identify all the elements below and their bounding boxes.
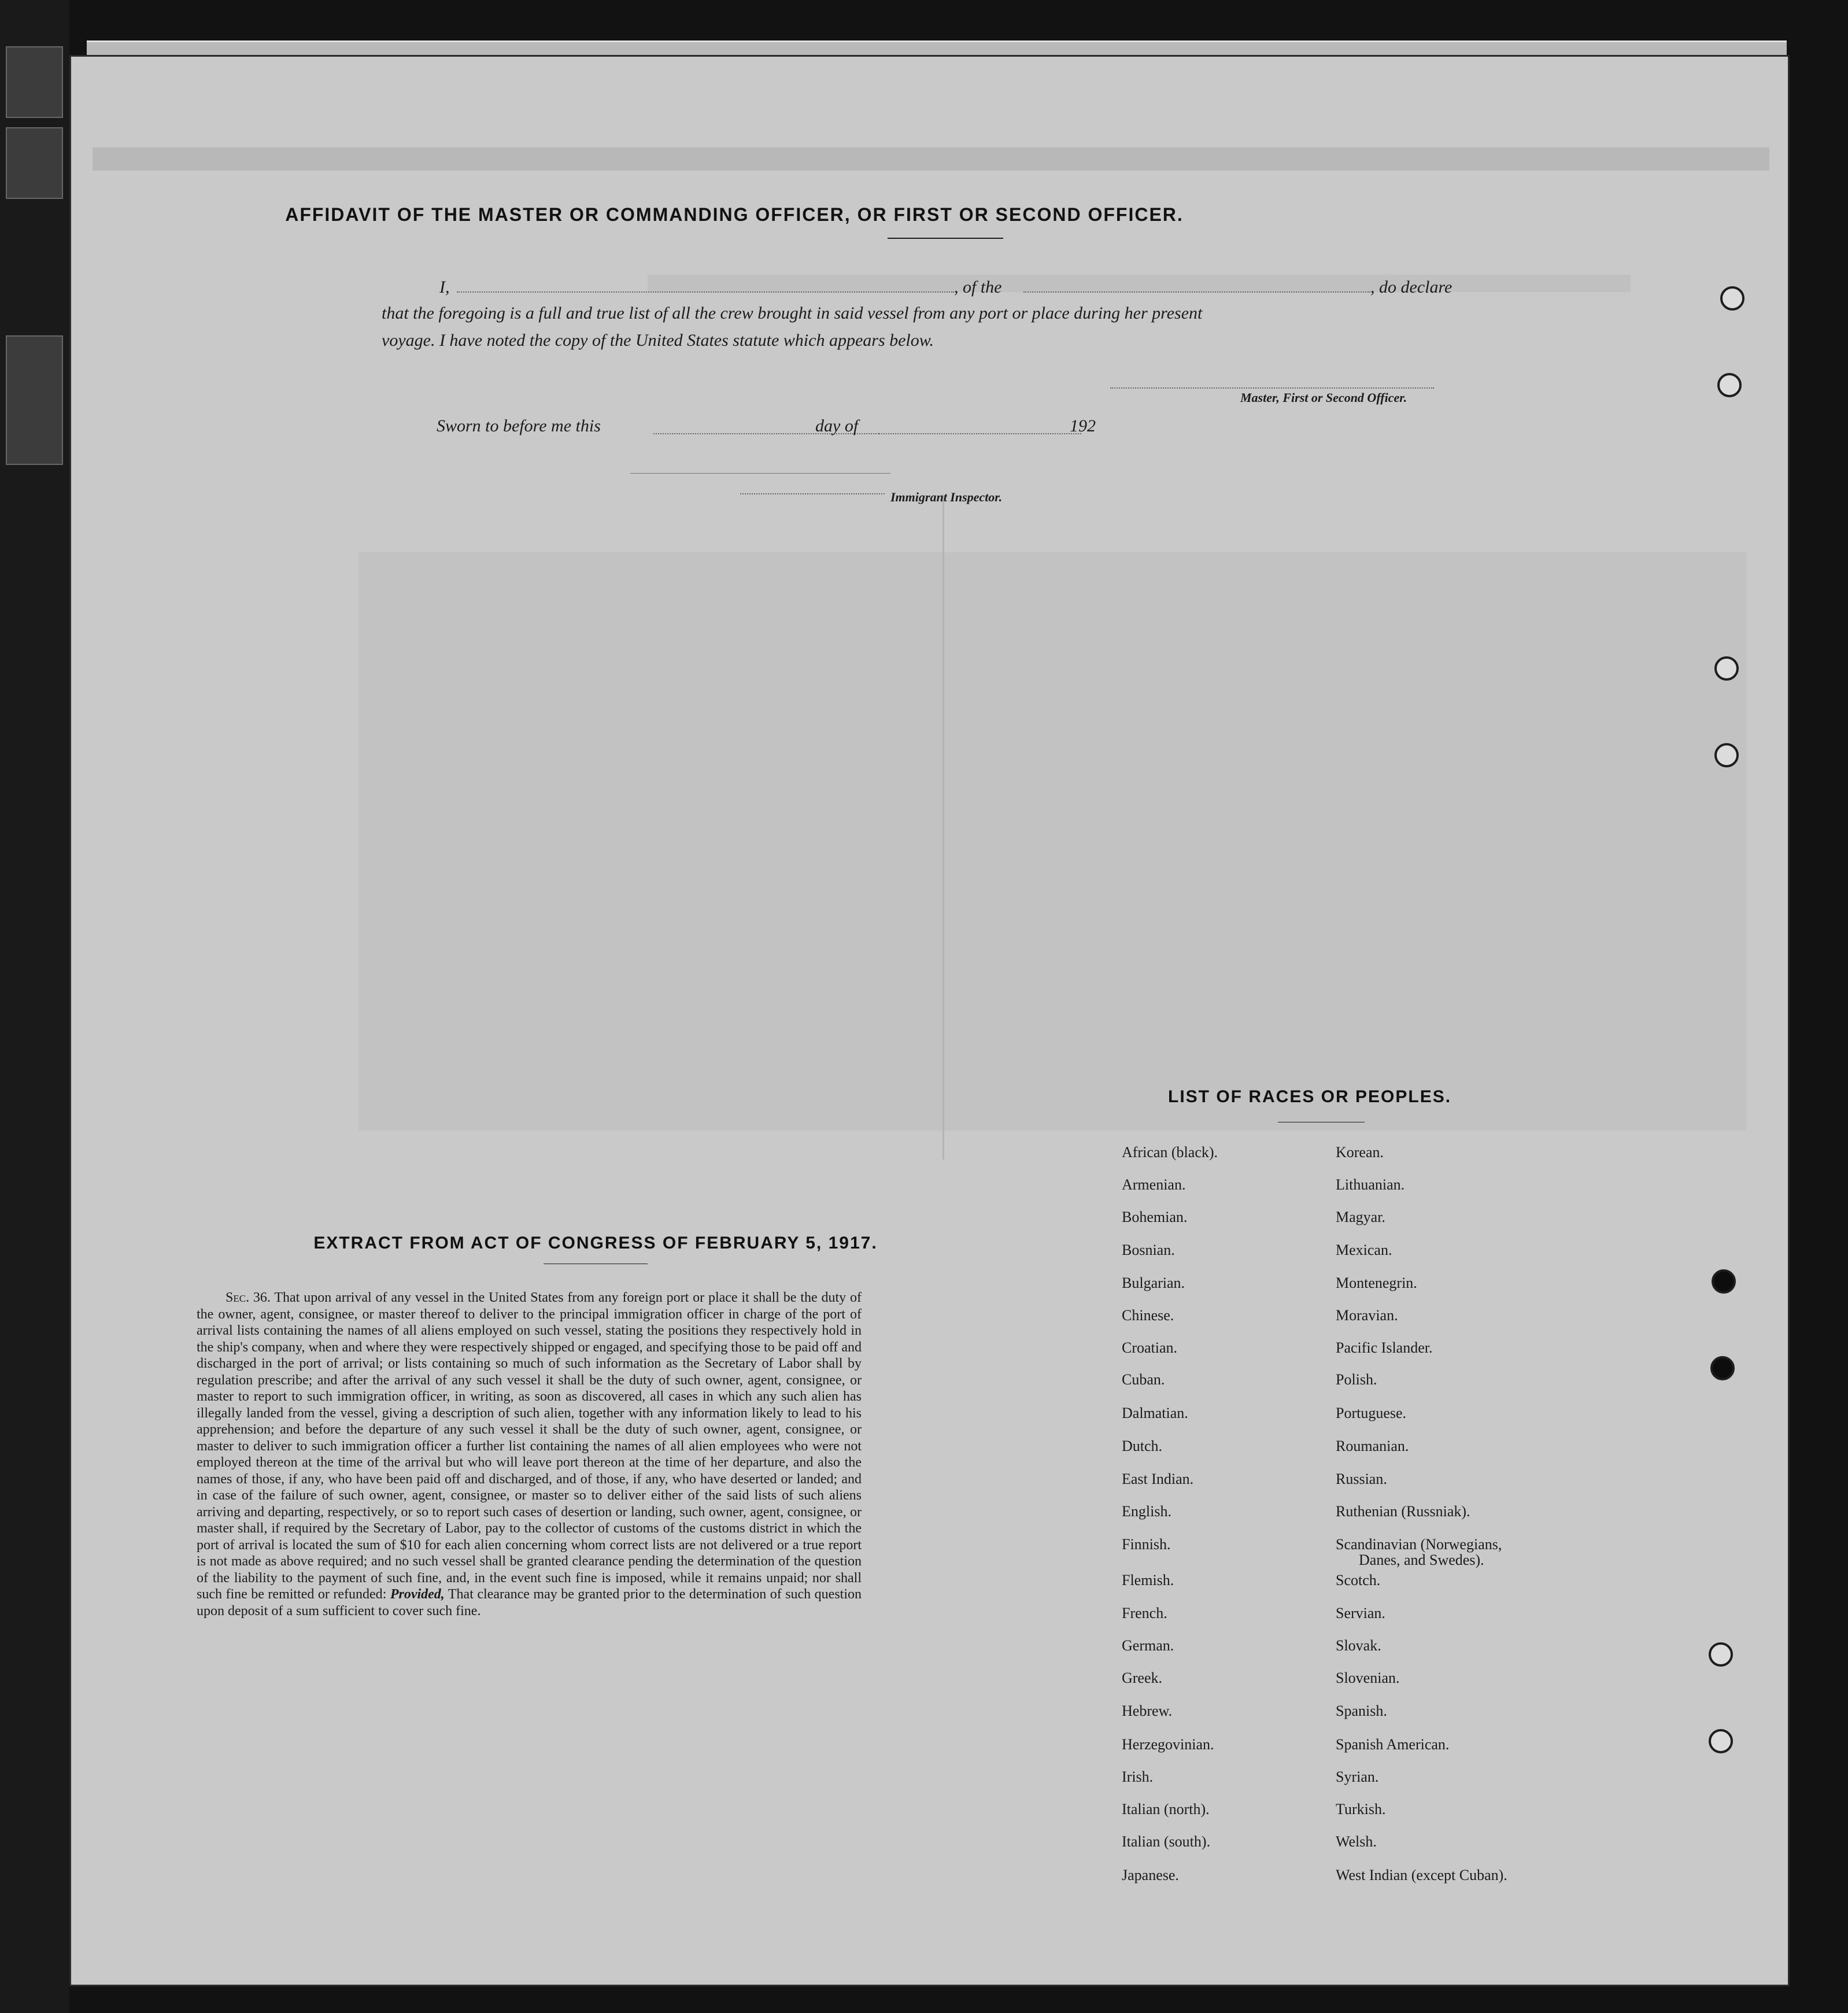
race-item: Spanish. <box>1336 1702 1387 1719</box>
race-item: Russian. <box>1336 1471 1387 1487</box>
race-item: Italian (south). <box>1122 1833 1211 1850</box>
race-item: Irish. <box>1122 1768 1154 1785</box>
race-item: Flemish. <box>1122 1572 1174 1589</box>
inspector-signature-line <box>630 473 890 474</box>
race-item: Montenegrin. <box>1336 1275 1417 1291</box>
race-item: Syrian. <box>1336 1768 1379 1785</box>
bleed-through-header <box>93 147 1769 171</box>
race-item: Servian. <box>1336 1605 1385 1622</box>
sworn-label: Sworn to before me this <box>437 416 601 435</box>
punch-hole <box>1720 286 1744 311</box>
master-signature-field[interactable] <box>1110 382 1434 389</box>
race-item: East Indian. <box>1122 1471 1194 1487</box>
race-item: Portuguese. <box>1336 1405 1407 1421</box>
affidavit-body-line1: that the foregoing is a full and true list of all the crew brought in said vessel from any port or place during her present <box>382 304 1203 323</box>
race-item: Dutch. <box>1122 1438 1163 1454</box>
race-item: Cuban. <box>1122 1371 1165 1388</box>
affidavit-declare-label: , do declare <box>1370 278 1452 297</box>
binding-tab <box>6 46 63 118</box>
binding-tab <box>6 335 63 465</box>
race-item: Welsh. <box>1336 1833 1377 1850</box>
race-item: Greek. <box>1122 1670 1163 1686</box>
sworn-month-field[interactable] <box>879 425 1081 434</box>
race-item: Chinese. <box>1122 1307 1174 1324</box>
race-item: Mexican. <box>1336 1242 1392 1258</box>
race-item: Turkish. <box>1336 1801 1386 1818</box>
punch-hole <box>1714 656 1739 681</box>
inspector-caption: Immigrant Inspector. <box>890 490 1003 504</box>
binding-tab <box>6 127 63 199</box>
affidavit-i-label: I, <box>439 278 450 297</box>
races-title: LIST OF RACES OR PEOPLES. <box>1168 1087 1452 1106</box>
race-item: Lithuanian. <box>1336 1176 1405 1193</box>
race-item: Croatian. <box>1122 1339 1178 1356</box>
race-item: English. <box>1122 1503 1171 1520</box>
race-item: Scotch. <box>1336 1572 1381 1589</box>
race-item: Ruthenian (Russniak). <box>1336 1503 1470 1520</box>
race-item: French. <box>1122 1605 1167 1622</box>
race-item: African (black). <box>1122 1144 1218 1161</box>
vessel-name-field[interactable] <box>1023 283 1370 293</box>
extract-section-label: Sec. 36. <box>226 1290 271 1305</box>
race-item: West Indian (except Cuban). <box>1336 1867 1507 1883</box>
race-item: Polish. <box>1336 1371 1377 1388</box>
punch-hole <box>1709 1642 1733 1667</box>
master-signature-caption: Master, First or Second Officer. <box>1240 390 1407 405</box>
race-item: Slovak. <box>1336 1637 1381 1654</box>
race-item: Herzegovinian. <box>1122 1736 1214 1753</box>
year-prefix: 192 <box>1070 416 1096 435</box>
race-item: Scandinavian (Norwegians, <box>1336 1536 1502 1553</box>
punch-hole <box>1717 373 1742 397</box>
race-item: Pacific Islander. <box>1336 1339 1433 1356</box>
day-of-label: day of <box>815 416 859 435</box>
inspector-signature-field[interactable] <box>740 489 885 494</box>
extract-provided-label: Provided, <box>390 1587 445 1602</box>
manifest-page <box>69 55 1790 1986</box>
race-item: German. <box>1122 1637 1174 1654</box>
affidavit-of-the-label: , of the <box>954 278 1002 297</box>
race-item: Slovenian. <box>1336 1670 1400 1686</box>
extract-text <box>197 1290 862 1619</box>
race-item: Magyar. <box>1336 1209 1385 1225</box>
race-item: Hebrew. <box>1122 1702 1173 1719</box>
title-underline <box>888 238 1003 239</box>
punch-hole <box>1714 743 1739 767</box>
race-item: Dalmatian. <box>1122 1405 1188 1421</box>
master-name-field[interactable] <box>457 283 954 293</box>
bleed-through-column-rule <box>943 494 944 1159</box>
bleed-through-records <box>358 552 1746 1131</box>
race-item: Armenian. <box>1122 1176 1186 1193</box>
race-item: Spanish American. <box>1336 1736 1450 1753</box>
race-item: Japanese. <box>1122 1867 1179 1883</box>
race-item: Korean. <box>1336 1144 1384 1161</box>
race-item: Bosnian. <box>1122 1242 1175 1258</box>
punch-hole <box>1710 1356 1735 1380</box>
binding-strip <box>0 0 69 2013</box>
affidavit-title: AFFIDAVIT OF THE MASTER OR COMMANDING OFFICER, OR FIRST OR SECOND OFFICER. <box>285 204 1184 225</box>
extract-title: EXTRACT FROM ACT OF CONGRESS OF FEBRUARY 5, 1917. <box>313 1233 878 1253</box>
race-item: Finnish. <box>1122 1536 1171 1553</box>
race-item: Bohemian. <box>1122 1209 1188 1225</box>
extract-text-part1: That upon arrival of any vessel in the United States from any foreign port or place it shall be the duty of the owner, agent, consignee, or master thereof to deliver to the principal immigration officer in charge of the port of arrival lists containing the names of all aliens employed on such vessel, stating the positions they respectively hold in the ship's company, when and where they were respectively shipped or engaged, and specifying those to be paid off and discharged in the port of arrival; or lists containing so much of such information as the Secretary of Labor shall by regulation prescribe; and after the arrival of any such vessel it shall be the duty of such owner, agent, consignee, or master to report to such immigration officer, in writing, as soon as discovered, all cases in which any such alien has illegally landed from the vessel, giving a description of such alien, together with any information likely to lead to his apprehension; and before the departure of any such vessel it shall be the duty of such owner, agent, consignee, or master to deliver to such immigration officer a further list containing the names of all alien employees who were not employed thereon at the time of the arrival but who will leave port thereon at the time of her departure, and also the names of those, if any, who have been paid off and discharged, and of those, if any, who have deserted or landed; and in case of the failure of such owner, agent, consignee, or master so to deliver either of the said lists of such aliens arriving and departing, respectively, or so to report such cases of desertion or landing, such owner, agent, consignee, or master shall, if required by the Secretary of Labor, pay to the collector of customs of the customs district in which the port of arrival is located the sum of $10 for each alien concerning whom correct lists are not delivered or a true report is not made as above required; and no such vessel shall be granted clearance pending the determination of the question of the liability to the payment of such fine, and, in the event such fine is imposed, while it remains unpaid; nor shall such fine be remitted or refunded: <box>197 1290 862 1602</box>
race-item: Moravian. <box>1336 1307 1398 1324</box>
race-item: Italian (north). <box>1122 1801 1210 1818</box>
extract-text-part2: That clearance may be granted prior to the determination of such question upon deposit of a sum sufficient to cover such fine. <box>197 1587 862 1619</box>
race-item: Bulgarian. <box>1122 1275 1185 1291</box>
punch-hole <box>1709 1729 1733 1753</box>
race-item: Danes, and Swedes). <box>1359 1552 1484 1568</box>
race-item: Roumanian. <box>1336 1438 1409 1454</box>
punch-hole <box>1712 1269 1736 1294</box>
affidavit-body-line2: voyage. I have noted the copy of the United States statute which appears below. <box>382 331 934 350</box>
